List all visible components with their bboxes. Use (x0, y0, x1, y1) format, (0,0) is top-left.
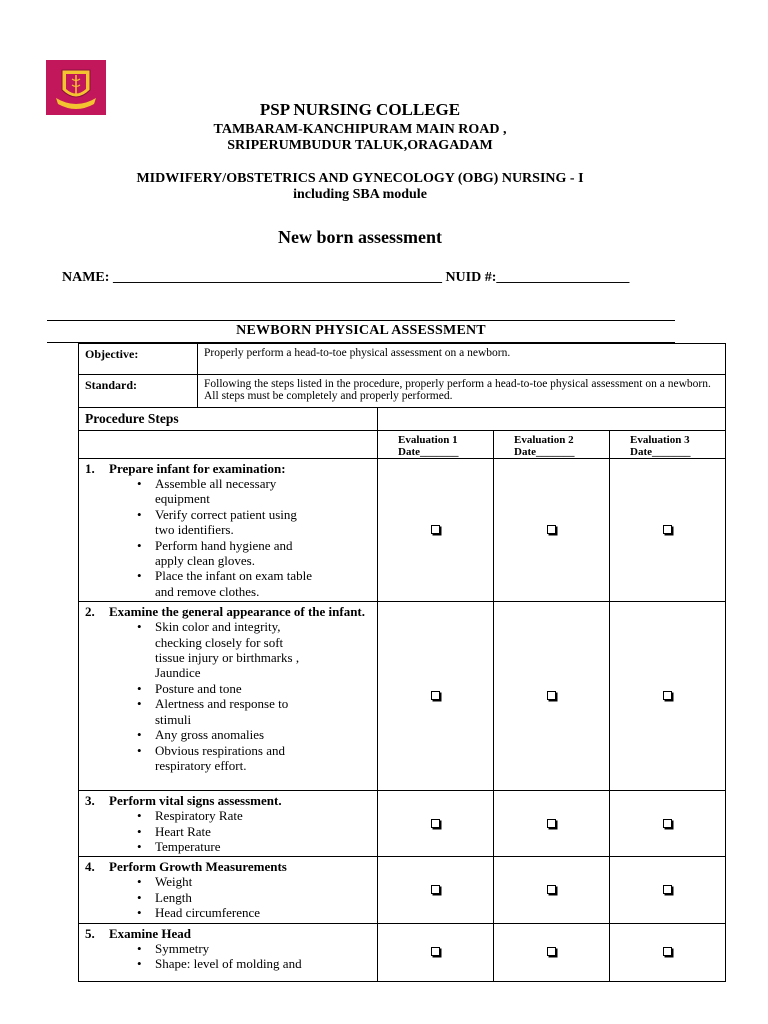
address-line-2: SRIPERUMBUDUR TALUK,ORAGADAM (227, 138, 493, 153)
step-item: • Length (85, 890, 315, 905)
step-row (79, 459, 726, 602)
evaluation-1-date[interactable]: Date_______ (398, 446, 459, 458)
step-1-cell (79, 459, 378, 602)
step-row (79, 923, 726, 981)
objective-text: Properly perform a head-to-toe physical assessment on a newborn. (198, 344, 726, 375)
step-items (85, 941, 371, 972)
step-item: • Alertness and response to stimuli (85, 696, 315, 727)
step-number: 5. (85, 925, 95, 941)
evaluation-1-label: Evaluation 1 (398, 434, 458, 446)
step-5-eval-1-checkbox[interactable] (378, 923, 494, 981)
checkbox-icon[interactable] (663, 819, 672, 828)
step-item: • Obvious respirations and respiratory effort. (85, 743, 315, 774)
step-2-eval-2-checkbox[interactable] (494, 602, 610, 791)
step-3-eval-1-checkbox[interactable] (378, 791, 494, 857)
step-5-cell (79, 923, 378, 981)
standard-label: Standard: (79, 375, 198, 408)
step-title: Perform Growth Measurements (109, 859, 287, 875)
step-item: • Heart Rate (85, 824, 315, 839)
step-item: • Weight (85, 874, 315, 889)
step-4-eval-3-checkbox[interactable] (610, 857, 726, 923)
checkbox-icon[interactable] (663, 947, 672, 956)
step-item: • Posture and tone (85, 681, 315, 696)
objective-label: Objective: (79, 344, 198, 375)
step-number: 1. (85, 461, 95, 476)
checkbox-icon[interactable] (431, 691, 440, 700)
name-field[interactable]: _______________________________________________ (112, 270, 442, 285)
name-label: NAME: (62, 270, 110, 285)
step-title: Examine Head (109, 925, 191, 941)
divider-top (47, 320, 675, 321)
step-row (79, 857, 726, 923)
step-3-eval-3-checkbox[interactable] (610, 791, 726, 857)
step-items (85, 874, 371, 920)
objective-row (79, 344, 726, 375)
step-2-eval-3-checkbox[interactable] (610, 602, 726, 791)
evaluation-header-row (79, 431, 726, 459)
step-title: Perform vital signs assessment. (109, 793, 282, 809)
step-title: Examine the general appearance of the infant. (109, 604, 366, 620)
evaluation-3-date[interactable]: Date_______ (630, 446, 691, 458)
name-row (62, 270, 722, 286)
evaluation-2-date[interactable]: Date_______ (514, 446, 575, 458)
step-item: • Shape: level of molding and (85, 956, 315, 971)
procedure-steps-header: Procedure Steps (79, 408, 378, 431)
step-items (85, 619, 371, 773)
evaluation-2-label: Evaluation 2 (514, 434, 574, 446)
step-items (85, 808, 371, 854)
step-item: • Respiratory Rate (85, 808, 315, 823)
checkbox-icon[interactable] (547, 947, 556, 956)
step-3-eval-2-checkbox[interactable] (494, 791, 610, 857)
step-4-eval-1-checkbox[interactable] (378, 857, 494, 923)
step-5-eval-2-checkbox[interactable] (494, 923, 610, 981)
step-item: • Place the infant on exam table and remove clothes. (85, 568, 315, 599)
nuid-label: NUID #: (445, 270, 497, 285)
objective-standard-table (78, 343, 726, 408)
step-1-eval-2-checkbox[interactable] (494, 459, 610, 602)
checkbox-icon[interactable] (663, 525, 672, 534)
step-item: • Any gross anomalies (85, 727, 315, 742)
step-item: • Assemble all necessary equipment (85, 476, 315, 507)
step-1-eval-1-checkbox[interactable] (378, 459, 494, 602)
step-5-eval-3-checkbox[interactable] (610, 923, 726, 981)
step-2-eval-1-checkbox[interactable] (378, 602, 494, 791)
step-row (79, 602, 726, 791)
step-title: Prepare infant for examination: (109, 461, 286, 476)
address-line-1: TAMBARAM-KANCHIPURAM MAIN ROAD , (213, 122, 507, 137)
step-item: • Head circumference (85, 905, 315, 920)
step-4-cell (79, 857, 378, 923)
nuid-field[interactable]: ___________________ (496, 270, 630, 285)
step-1-eval-3-checkbox[interactable] (610, 459, 726, 602)
checkbox-icon[interactable] (663, 885, 672, 894)
step-4-eval-2-checkbox[interactable] (494, 857, 610, 923)
step-row (79, 791, 726, 857)
checkbox-icon[interactable] (663, 691, 672, 700)
step-item: • Verify correct patient using two identifiers. (85, 507, 315, 538)
standard-text: Following the steps listed in the procedure, properly perform a head-to-toe physical assessment on a newborn. All steps must be completely and properly performed. (198, 375, 726, 408)
evaluation-1-header (378, 431, 494, 459)
step-item: • Temperature (85, 839, 315, 854)
step-number: 3. (85, 793, 95, 809)
step-3-cell (79, 791, 378, 857)
checkbox-icon[interactable] (431, 525, 440, 534)
step-items (85, 476, 371, 599)
document-title: New born assessment (278, 227, 442, 247)
checkbox-icon[interactable] (547, 525, 556, 534)
course-title: MIDWIFERY/OBSTETRICS AND GYNECOLOGY (OBG) NURSING - I (136, 171, 584, 186)
step-item: • Skin color and integrity, checking closely for soft tissue injury or birthmarks , Jaundice (85, 619, 315, 681)
checkbox-icon[interactable] (431, 885, 440, 894)
evaluation-3-label: Evaluation 3 (630, 434, 690, 446)
standard-row (79, 375, 726, 408)
checkbox-icon[interactable] (547, 885, 556, 894)
procedure-table (78, 407, 726, 982)
step-2-cell (79, 602, 378, 791)
evaluation-2-header (494, 431, 610, 459)
step-item: • Perform hand hygiene and apply clean gloves. (85, 538, 315, 569)
evaluation-3-header (610, 431, 726, 459)
checkbox-icon[interactable] (547, 691, 556, 700)
procedure-header-row (79, 408, 726, 431)
checkbox-icon[interactable] (547, 819, 556, 828)
step-number: 4. (85, 859, 95, 875)
course-subtitle: including SBA module (293, 187, 427, 202)
checkbox-icon[interactable] (431, 947, 440, 956)
college-name: PSP NURSING COLLEGE (259, 100, 461, 119)
section-title: NEWBORN PHYSICAL ASSESSMENT (236, 323, 486, 338)
step-number: 2. (85, 604, 95, 620)
checkbox-icon[interactable] (431, 819, 440, 828)
step-item: • Symmetry (85, 941, 315, 956)
